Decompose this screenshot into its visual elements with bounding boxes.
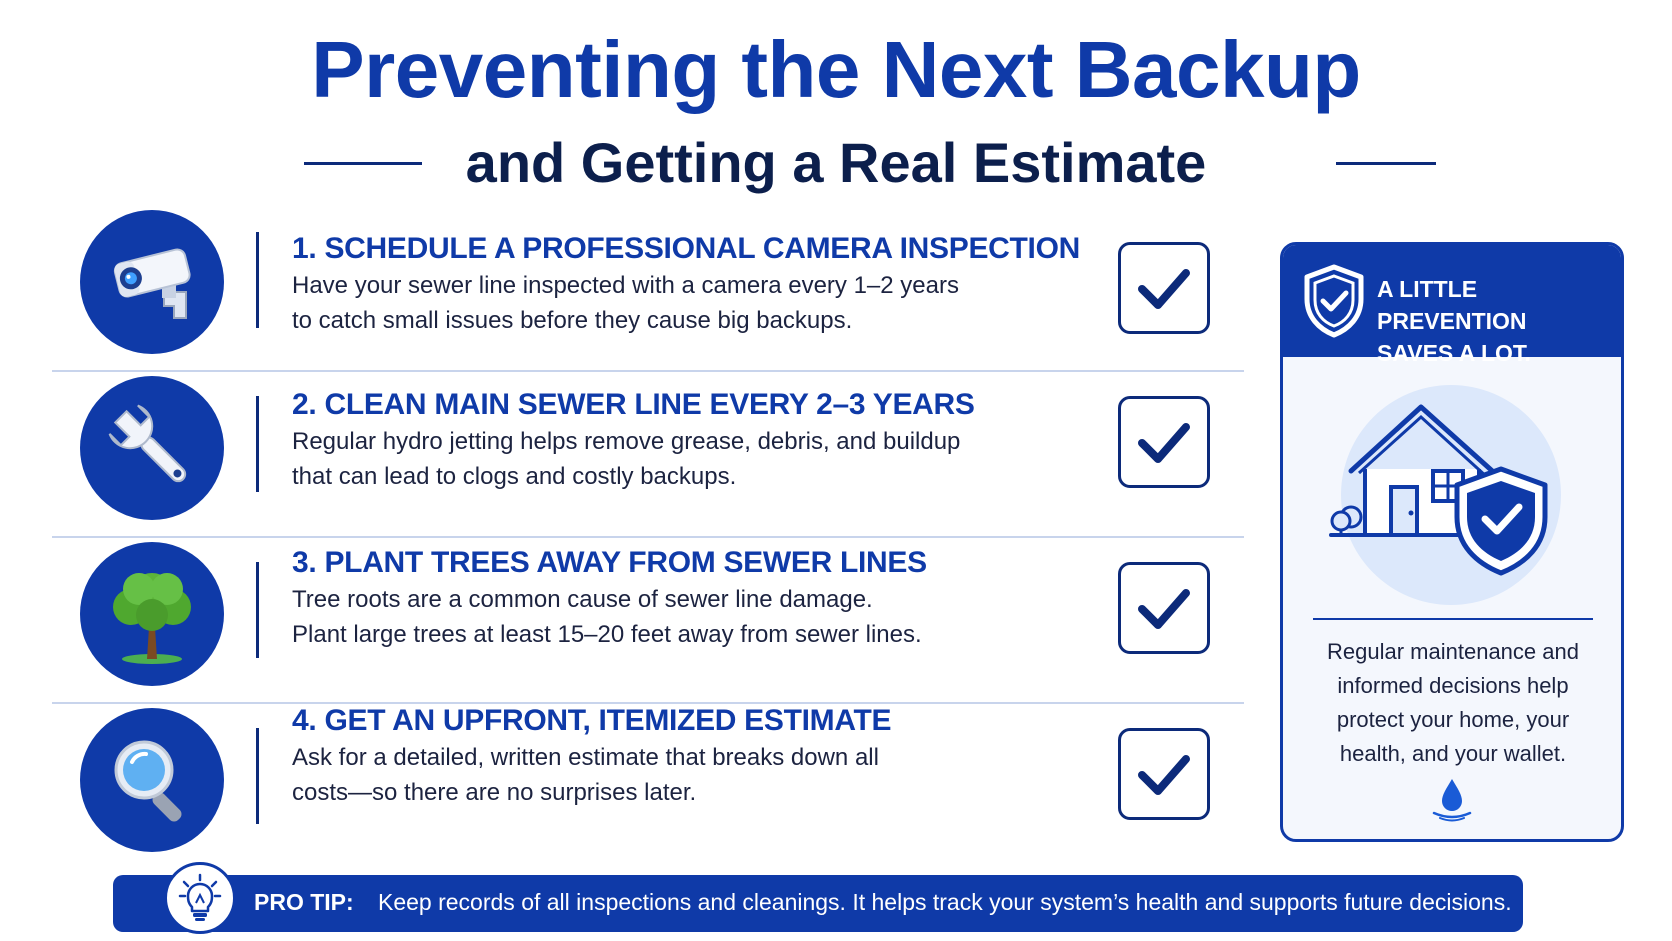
security-camera-icon <box>80 210 224 354</box>
page-subtitle: and Getting a Real Estimate <box>465 131 1207 194</box>
item-accent-bar <box>256 728 259 824</box>
item-description-line: Ask for a detailed, written estimate that breaks down all <box>292 744 879 771</box>
shield-check-icon <box>1303 263 1365 339</box>
tree-icon <box>80 542 224 686</box>
prevention-card-body-line: Regular maintenance and <box>1327 639 1579 664</box>
item-description <box>292 268 1052 338</box>
check-icon <box>1134 749 1194 799</box>
check-icon <box>1134 263 1194 313</box>
item-description <box>292 424 1052 494</box>
magnifying-glass-icon <box>80 708 224 852</box>
prevention-card-divider <box>1313 618 1593 620</box>
item-title: 2. CLEAN MAIN SEWER LINE EVERY 2–3 YEARS <box>292 388 975 421</box>
checkbox[interactable] <box>1118 728 1210 820</box>
wrench-icon <box>80 376 224 520</box>
title-rule-right <box>1336 162 1436 165</box>
checklist-item-plant-trees <box>52 542 1244 708</box>
prevention-card-heading-line: SAVES A LOT. <box>1377 340 1531 366</box>
item-accent-bar <box>256 562 259 658</box>
item-accent-bar <box>256 232 259 328</box>
pro-tip-label: PRO TIP: <box>254 889 354 915</box>
item-title: 1. SCHEDULE A PROFESSIONAL CAMERA INSPECTION <box>292 232 1080 265</box>
item-description-line: that can lead to clogs and costly backups. <box>292 463 737 490</box>
checkbox[interactable] <box>1118 242 1210 334</box>
check-icon <box>1134 583 1194 633</box>
checklist-item-itemized-estimate <box>52 704 1244 874</box>
page-title: Preventing the Next Backup <box>311 25 1361 114</box>
house-shield-icon <box>1321 395 1581 605</box>
prevention-card-body-line: health, and your wallet. <box>1339 741 1567 766</box>
prevention-card-body-line: protect your home, your <box>1336 707 1570 732</box>
prevention-card-heading <box>1377 273 1617 369</box>
prevention-card-body-line: informed decisions help <box>1337 673 1569 698</box>
item-description-line: Have your sewer line inspected with a camera every 1–2 years <box>292 272 959 299</box>
prevention-card-heading-line: A LITTLE PREVENTION <box>1377 276 1527 334</box>
item-accent-bar <box>256 396 259 492</box>
prevention-card-body <box>1301 635 1605 771</box>
item-description-line: Plant large trees at least 15–20 feet away from sewer lines. <box>292 621 922 648</box>
divider <box>52 536 1244 538</box>
item-title: 3. PLANT TREES AWAY FROM SEWER LINES <box>292 546 927 579</box>
checkbox[interactable] <box>1118 562 1210 654</box>
water-drop-icon <box>1430 775 1474 823</box>
item-description-line: to catch small issues before they cause big backups. <box>292 307 853 334</box>
item-description-line: Tree roots are a common cause of sewer line damage. <box>292 586 873 613</box>
pro-tip-text: Keep records of all inspections and cleanings. It helps track your system’s health and supports future decisions. <box>378 889 1512 915</box>
divider <box>52 370 1244 372</box>
prevention-card <box>1280 242 1624 842</box>
item-description-line: Regular hydro jetting helps remove grease, debris, and buildup <box>292 428 961 455</box>
lightbulb-icon <box>164 862 236 934</box>
item-description <box>292 740 1052 810</box>
checklist-item-clean-sewer-line <box>52 376 1244 542</box>
checklist-item-camera-inspection <box>52 210 1244 376</box>
checkbox[interactable] <box>1118 396 1210 488</box>
item-description <box>292 582 1052 652</box>
item-title: 4. GET AN UPFRONT, ITEMIZED ESTIMATE <box>292 704 892 737</box>
item-description-line: costs—so there are no surprises later. <box>292 779 697 806</box>
check-icon <box>1134 417 1194 467</box>
